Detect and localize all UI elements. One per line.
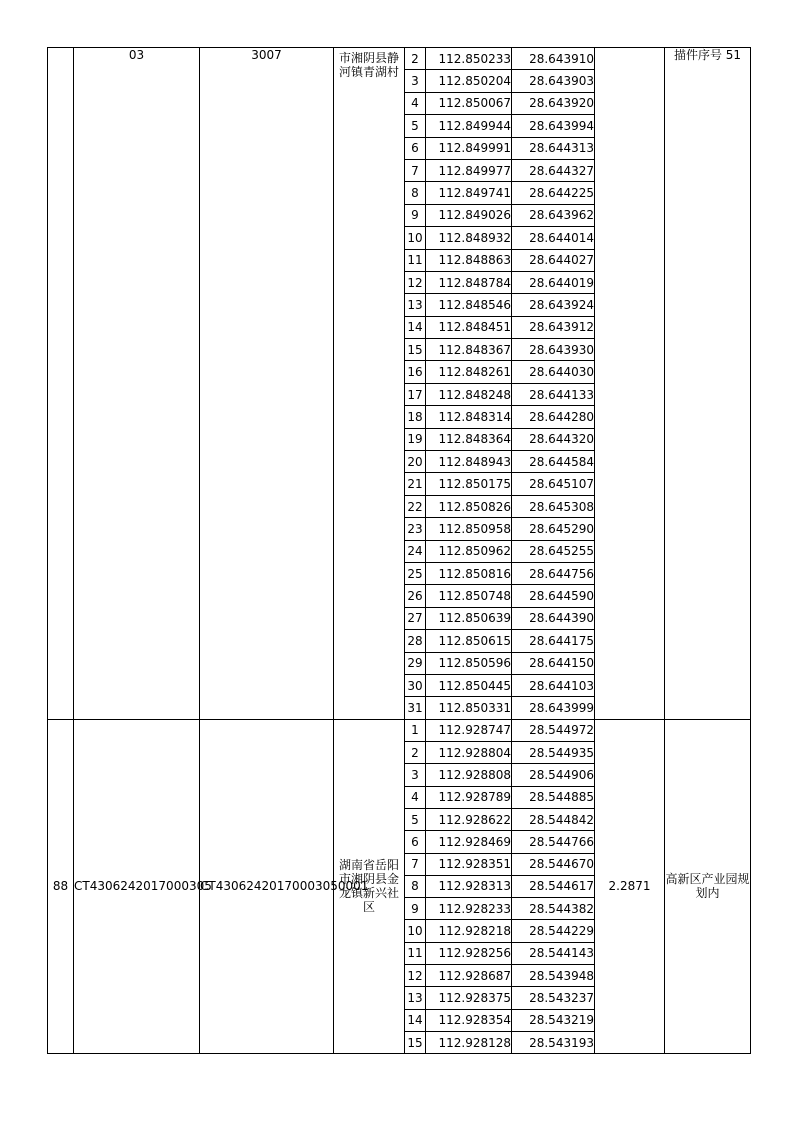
latitude-cell: 28.644027 (512, 249, 595, 271)
latitude-cell: 28.544885 (512, 786, 595, 808)
point-number-cell: 7 (405, 159, 426, 181)
longitude-cell: 112.928375 (426, 987, 512, 1009)
longitude-cell: 112.850958 (426, 518, 512, 540)
longitude-cell: 112.850816 (426, 562, 512, 584)
longitude-cell: 112.928128 (426, 1031, 512, 1053)
longitude-cell: 112.850175 (426, 473, 512, 495)
point-number-cell: 5 (405, 115, 426, 137)
longitude-cell: 112.928354 (426, 1009, 512, 1031)
table-row (48, 719, 751, 741)
point-number-cell: 10 (405, 227, 426, 249)
point-number-cell: 4 (405, 786, 426, 808)
remark-cell: 描件序号 51 (665, 48, 751, 720)
point-number-cell: 15 (405, 1031, 426, 1053)
longitude-cell: 112.928804 (426, 742, 512, 764)
latitude-cell: 28.644175 (512, 630, 595, 652)
longitude-cell: 112.928218 (426, 920, 512, 942)
point-number-cell: 25 (405, 562, 426, 584)
longitude-cell: 112.850962 (426, 540, 512, 562)
point-number-cell: 1 (405, 719, 426, 741)
longitude-cell: 112.928256 (426, 942, 512, 964)
latitude-cell: 28.644590 (512, 585, 595, 607)
longitude-cell: 112.850615 (426, 630, 512, 652)
point-number-cell: 28 (405, 630, 426, 652)
remark-cell: 高新区产业园规划内 (665, 719, 751, 1053)
point-number-cell: 11 (405, 942, 426, 964)
latitude-cell: 28.645290 (512, 518, 595, 540)
point-number-cell: 14 (405, 316, 426, 338)
longitude-cell: 112.928313 (426, 875, 512, 897)
latitude-cell: 28.643999 (512, 697, 595, 719)
longitude-cell: 112.849991 (426, 137, 512, 159)
longitude-cell: 112.850596 (426, 652, 512, 674)
sequence-number-cell (48, 48, 74, 720)
point-number-cell: 13 (405, 987, 426, 1009)
longitude-cell: 112.928789 (426, 786, 512, 808)
latitude-cell: 28.543193 (512, 1031, 595, 1053)
latitude-cell: 28.645107 (512, 473, 595, 495)
longitude-cell: 112.928351 (426, 853, 512, 875)
point-number-cell: 17 (405, 383, 426, 405)
parcel-code-cell: 03 (74, 48, 200, 720)
area-cell (595, 48, 665, 720)
latitude-cell: 28.644756 (512, 562, 595, 584)
latitude-cell: 28.643994 (512, 115, 595, 137)
latitude-cell: 28.544906 (512, 764, 595, 786)
point-number-cell: 2 (405, 742, 426, 764)
point-number-cell: 12 (405, 964, 426, 986)
location-cell: 市湘阴县静河镇青湖村 (334, 48, 405, 720)
longitude-cell: 112.850204 (426, 70, 512, 92)
latitude-cell: 28.644390 (512, 607, 595, 629)
latitude-cell: 28.644320 (512, 428, 595, 450)
point-number-cell: 9 (405, 204, 426, 226)
longitude-cell: 112.928747 (426, 719, 512, 741)
latitude-cell: 28.644225 (512, 182, 595, 204)
point-number-cell: 4 (405, 92, 426, 114)
latitude-cell: 28.643910 (512, 48, 595, 70)
longitude-cell: 112.849741 (426, 182, 512, 204)
longitude-cell: 112.848261 (426, 361, 512, 383)
point-number-cell: 14 (405, 1009, 426, 1031)
longitude-cell: 112.849944 (426, 115, 512, 137)
latitude-cell: 28.644103 (512, 674, 595, 696)
location-cell: 湖南省岳阳市湘阴县金龙镇新兴社区 (334, 719, 405, 1053)
point-number-cell: 3 (405, 764, 426, 786)
point-number-cell: 10 (405, 920, 426, 942)
longitude-cell: 112.849026 (426, 204, 512, 226)
latitude-cell: 28.644327 (512, 159, 595, 181)
point-number-cell: 6 (405, 137, 426, 159)
longitude-cell: 112.850067 (426, 92, 512, 114)
point-number-cell: 7 (405, 853, 426, 875)
latitude-cell: 28.544670 (512, 853, 595, 875)
latitude-cell: 28.543948 (512, 964, 595, 986)
latitude-cell: 28.643924 (512, 294, 595, 316)
latitude-cell: 28.544972 (512, 719, 595, 741)
site-code-cell: 3007 (200, 48, 334, 720)
point-number-cell: 11 (405, 249, 426, 271)
longitude-cell: 112.849977 (426, 159, 512, 181)
point-number-cell: 29 (405, 652, 426, 674)
point-number-cell: 3 (405, 70, 426, 92)
latitude-cell: 28.543237 (512, 987, 595, 1009)
point-number-cell: 18 (405, 406, 426, 428)
latitude-cell: 28.644019 (512, 271, 595, 293)
longitude-cell: 112.850826 (426, 495, 512, 517)
longitude-cell: 112.848314 (426, 406, 512, 428)
latitude-cell: 28.643903 (512, 70, 595, 92)
longitude-cell: 112.928622 (426, 808, 512, 830)
latitude-cell: 28.544617 (512, 875, 595, 897)
point-number-cell: 8 (405, 875, 426, 897)
latitude-cell: 28.645308 (512, 495, 595, 517)
longitude-cell: 112.850445 (426, 674, 512, 696)
longitude-cell: 112.850331 (426, 697, 512, 719)
longitude-cell: 112.848784 (426, 271, 512, 293)
latitude-cell: 28.644133 (512, 383, 595, 405)
point-number-cell: 19 (405, 428, 426, 450)
latitude-cell: 28.643912 (512, 316, 595, 338)
point-number-cell: 21 (405, 473, 426, 495)
table-row (48, 48, 751, 70)
latitude-cell: 28.544143 (512, 942, 595, 964)
latitude-cell: 28.644150 (512, 652, 595, 674)
longitude-cell: 112.928687 (426, 964, 512, 986)
longitude-cell: 112.848367 (426, 339, 512, 361)
longitude-cell: 112.848451 (426, 316, 512, 338)
point-number-cell: 9 (405, 898, 426, 920)
longitude-cell: 112.848364 (426, 428, 512, 450)
point-number-cell: 27 (405, 607, 426, 629)
point-number-cell: 5 (405, 808, 426, 830)
point-number-cell: 6 (405, 831, 426, 853)
longitude-cell: 112.850639 (426, 607, 512, 629)
parcel-code-cell: CT4306242017000305 (74, 719, 200, 1053)
longitude-cell: 112.848248 (426, 383, 512, 405)
longitude-cell: 112.850233 (426, 48, 512, 70)
latitude-cell: 28.644030 (512, 361, 595, 383)
coordinate-table (47, 47, 751, 1054)
latitude-cell: 28.544382 (512, 898, 595, 920)
latitude-cell: 28.645255 (512, 540, 595, 562)
latitude-cell: 28.644584 (512, 451, 595, 473)
point-number-cell: 23 (405, 518, 426, 540)
latitude-cell: 28.543219 (512, 1009, 595, 1031)
longitude-cell: 112.848932 (426, 227, 512, 249)
latitude-cell: 28.544766 (512, 831, 595, 853)
point-number-cell: 30 (405, 674, 426, 696)
point-number-cell: 13 (405, 294, 426, 316)
point-number-cell: 31 (405, 697, 426, 719)
latitude-cell: 28.544935 (512, 742, 595, 764)
longitude-cell: 112.848863 (426, 249, 512, 271)
sequence-number-cell: 88 (48, 719, 74, 1053)
latitude-cell: 28.644280 (512, 406, 595, 428)
point-number-cell: 24 (405, 540, 426, 562)
longitude-cell: 112.850748 (426, 585, 512, 607)
point-number-cell: 15 (405, 339, 426, 361)
longitude-cell: 112.928233 (426, 898, 512, 920)
point-number-cell: 20 (405, 451, 426, 473)
latitude-cell: 28.544229 (512, 920, 595, 942)
area-cell: 2.2871 (595, 719, 665, 1053)
latitude-cell: 28.644313 (512, 137, 595, 159)
latitude-cell: 28.644014 (512, 227, 595, 249)
longitude-cell: 112.848546 (426, 294, 512, 316)
latitude-cell: 28.643930 (512, 339, 595, 361)
latitude-cell: 28.544842 (512, 808, 595, 830)
latitude-cell: 28.643962 (512, 204, 595, 226)
longitude-cell: 112.928808 (426, 764, 512, 786)
point-number-cell: 8 (405, 182, 426, 204)
point-number-cell: 26 (405, 585, 426, 607)
site-code-cell: CT43062420170003050001 (200, 719, 334, 1053)
latitude-cell: 28.643920 (512, 92, 595, 114)
point-number-cell: 22 (405, 495, 426, 517)
point-number-cell: 16 (405, 361, 426, 383)
longitude-cell: 112.928469 (426, 831, 512, 853)
point-number-cell: 2 (405, 48, 426, 70)
point-number-cell: 12 (405, 271, 426, 293)
longitude-cell: 112.848943 (426, 451, 512, 473)
